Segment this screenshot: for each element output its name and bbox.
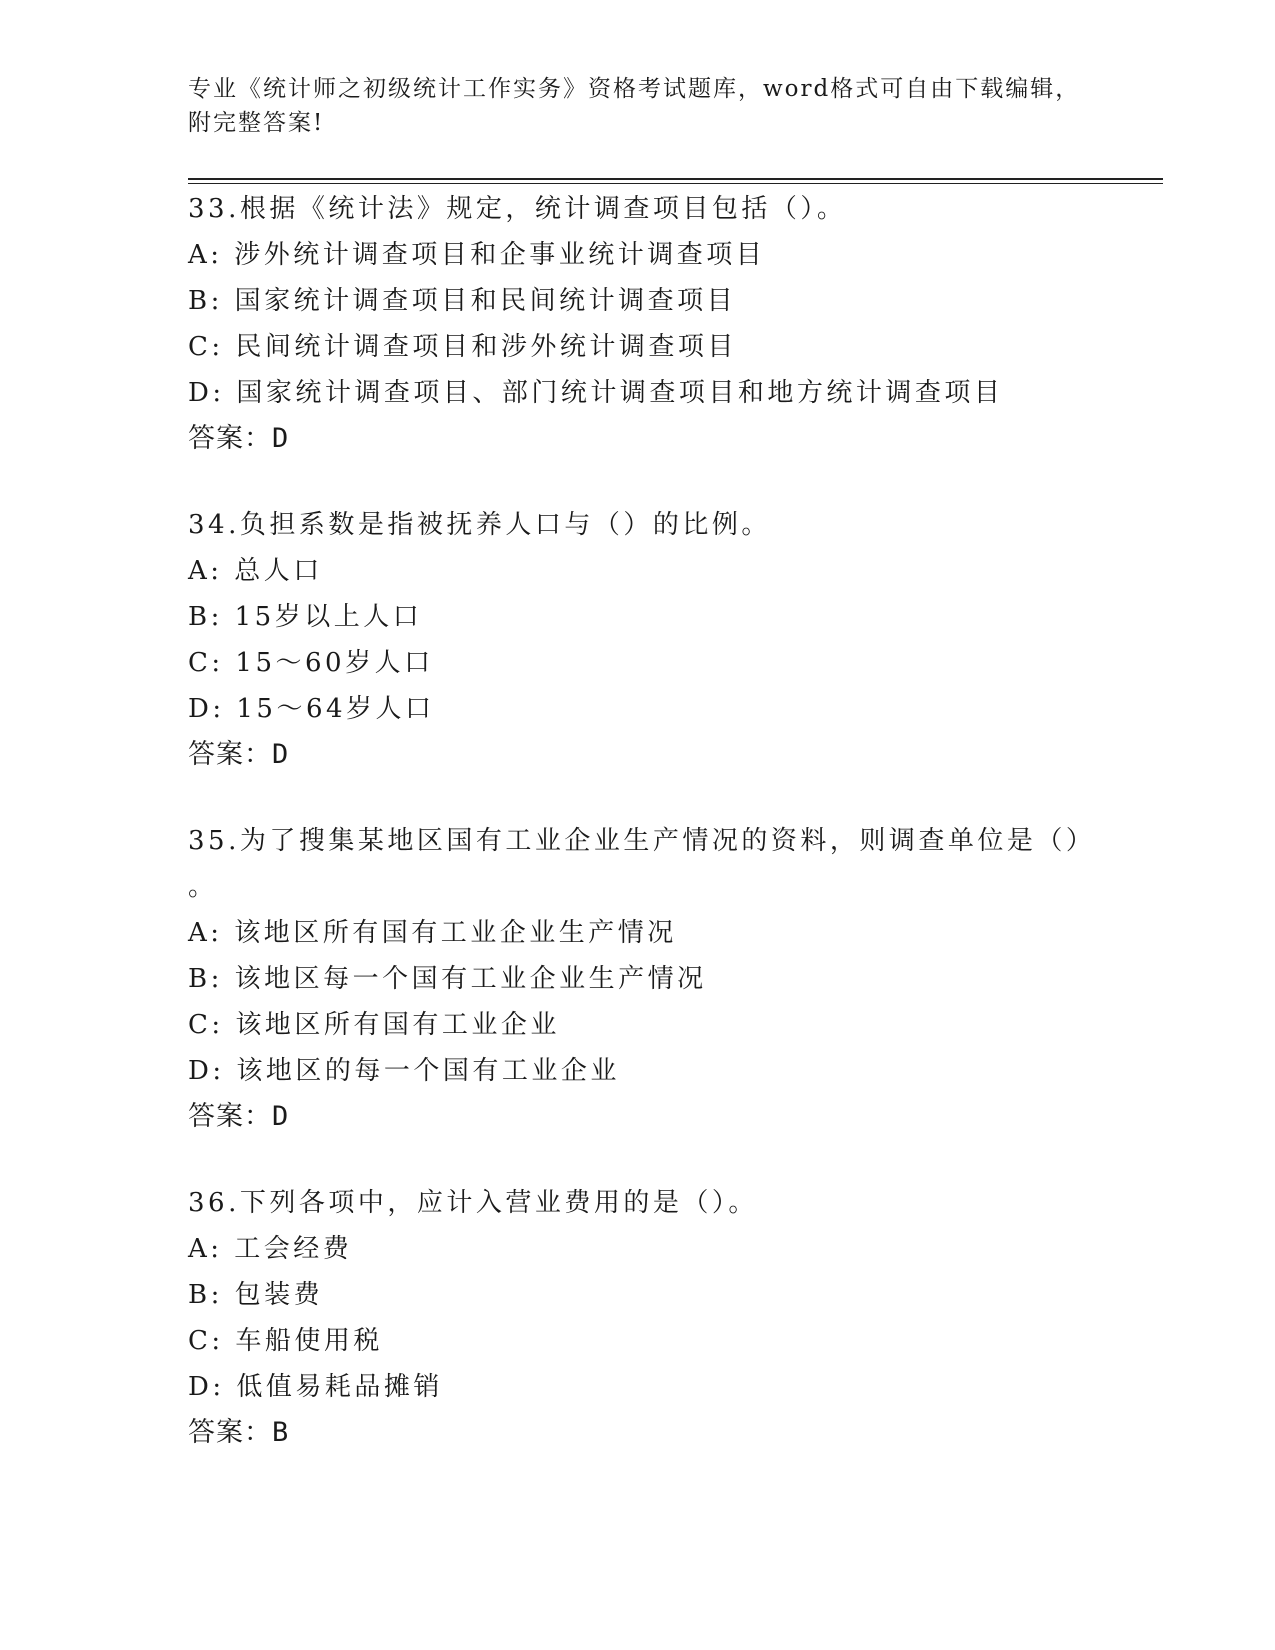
option-b: B: 包装费: [188, 1280, 324, 1310]
option-d: D: 国家统计调查项目、部门统计调查项目和地方统计调查项目: [188, 378, 1004, 408]
question-stem: 35.为了搜集某地区国有工业企业生产情况的资料，则调查单位是（）: [188, 826, 1096, 856]
document-intro: [188, 72, 1088, 140]
answer-label: 答案：D: [188, 423, 290, 454]
intro-line-2: 附完整答案!: [188, 110, 325, 136]
option-d: D: 该地区的每一个国有工业企业: [188, 1056, 620, 1086]
option-b: B: 该地区每一个国有工业企业生产情况: [188, 964, 707, 994]
question-35: [188, 818, 1096, 1140]
option-a: A: 涉外统计调查项目和企事业统计调查项目: [188, 240, 766, 270]
option-d: D: 低值易耗品摊销: [188, 1372, 443, 1402]
question-stem: 33.根据《统计法》规定，统计调查项目包括（）。: [188, 194, 847, 224]
question-34: [188, 502, 1088, 778]
option-a: A: 该地区所有国有工业企业生产情况: [188, 918, 677, 948]
option-d: D: 15～64岁人口: [188, 694, 435, 724]
option-c: C: 民间统计调查项目和涉外统计调查项目: [188, 332, 737, 362]
question-33: [188, 186, 1088, 462]
answer-label: 答案：B: [188, 1417, 290, 1448]
intro-line-1: 专业《统计师之初级统计工作实务》资格考试题库，word格式可自由下载编辑，: [188, 76, 1081, 102]
question-36: [188, 1180, 1088, 1456]
question-stem: 36.下列各项中，应计入营业费用的是（）。: [188, 1188, 758, 1218]
option-c: C: 车船使用税: [188, 1326, 383, 1356]
header-divider-thin: [188, 183, 1163, 184]
option-a: A: 工会经费: [188, 1234, 353, 1264]
answer-label: 答案：D: [188, 739, 290, 770]
option-c: C: 15～60岁人口: [188, 648, 434, 678]
option-c: C: 该地区所有国有工业企业: [188, 1010, 560, 1040]
answer-label: 答案：D: [188, 1101, 290, 1132]
header-divider-thick: [188, 178, 1163, 180]
option-b: B: 15岁以上人口: [188, 602, 423, 632]
option-b: B: 国家统计调查项目和民间统计调查项目: [188, 286, 737, 316]
question-stem-continuation: 。: [188, 872, 218, 902]
option-a: A: 总人口: [188, 556, 323, 586]
question-stem: 34.负担系数是指被抚养人口与（）的比例。: [188, 510, 771, 540]
